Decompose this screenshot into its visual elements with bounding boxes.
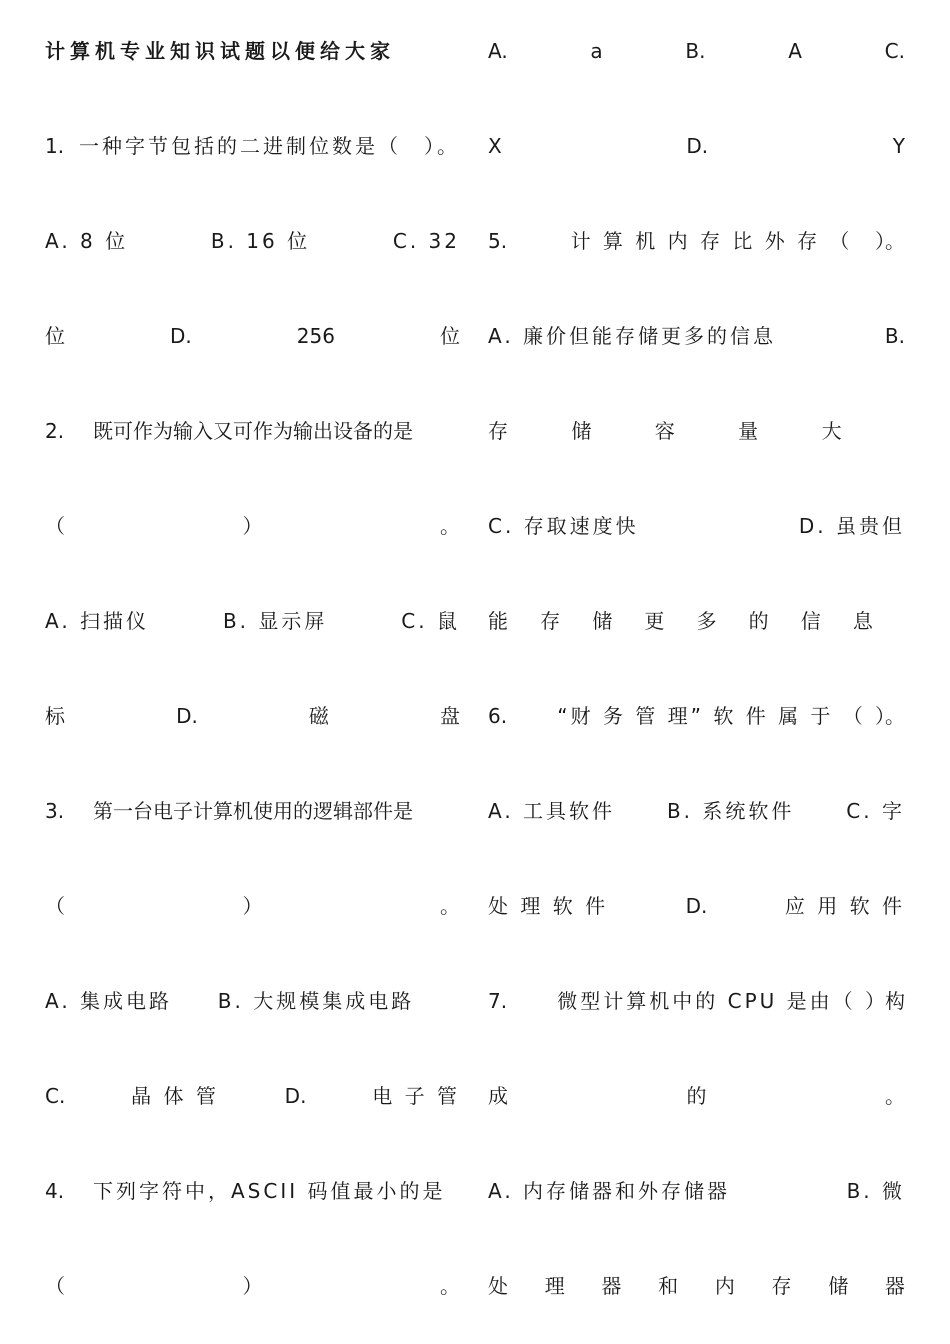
text-token: 理 xyxy=(544,1274,565,1298)
text-token: 成 xyxy=(488,1084,508,1108)
left-line xyxy=(45,696,460,736)
text-token: 应 用 软 件 xyxy=(784,894,905,918)
text-token: 储 xyxy=(828,1274,849,1298)
text-token: A. 8 位 xyxy=(45,229,129,253)
text-token: 。 xyxy=(440,1274,460,1298)
text-token: 标 xyxy=(45,704,65,728)
text-token: 多 xyxy=(696,609,717,633)
text-token: D. xyxy=(170,324,192,348)
text-token: 3. xyxy=(45,799,65,823)
left-line xyxy=(45,1076,460,1116)
text-token: 更 xyxy=(644,609,665,633)
text-token: 计 算 机 内 存 比 外 存 （ xyxy=(570,229,853,253)
text-token: 7. xyxy=(488,989,508,1013)
text-token: 磁 xyxy=(308,704,329,728)
text-token: “财 务 管 理” 软 件 属 于 （ xyxy=(557,704,866,728)
text-token: （ xyxy=(45,1274,65,1298)
text-token: 1. xyxy=(45,134,65,158)
text-token: 器 xyxy=(884,1274,905,1298)
text-token: 量 xyxy=(738,419,759,443)
text-token: ）。 xyxy=(874,229,905,253)
text-token: 处 理 软 件 xyxy=(488,894,609,918)
text-token: （ xyxy=(45,514,65,538)
text-token: 存 xyxy=(540,609,561,633)
text-token: 5. xyxy=(488,229,508,253)
text-token: D. xyxy=(176,704,198,728)
text-token: 一种字节包括的二进制位数是（ ）。 xyxy=(79,134,460,158)
text-token: B. 显示屏 xyxy=(222,609,328,633)
text-token: 信 xyxy=(800,609,821,633)
text-token: 既可作为输入又可作为输出设备的是 xyxy=(93,419,413,443)
text-token: B. xyxy=(884,324,905,348)
left-line xyxy=(45,981,460,1021)
left-line xyxy=(45,31,460,71)
text-token: 的 xyxy=(748,609,769,633)
text-token: 储 xyxy=(571,419,592,443)
text-token: A. 廉价但能存储更多的信息 xyxy=(488,324,777,348)
left-line xyxy=(45,601,460,641)
right-line xyxy=(488,126,905,166)
right-line xyxy=(488,316,905,356)
right-line xyxy=(488,981,905,1021)
left-line xyxy=(45,1266,460,1306)
text-token: X xyxy=(488,134,502,158)
text-token: ）构 xyxy=(864,989,905,1013)
text-token: A xyxy=(788,39,802,63)
text-token: D. xyxy=(284,1084,307,1108)
text-token: 微型计算机中的 CPU 是由（ xyxy=(557,989,856,1013)
text-token: 存 xyxy=(488,419,508,443)
right-line xyxy=(488,696,905,736)
text-token: ） xyxy=(242,514,263,538)
text-token: 256 xyxy=(296,324,335,348)
text-token: 。 xyxy=(885,1084,905,1108)
text-token: 位 xyxy=(45,324,65,348)
text-token: 2. xyxy=(45,419,65,443)
text-token: D. xyxy=(685,894,708,918)
right-line xyxy=(488,506,905,546)
text-token: 位 xyxy=(440,324,460,348)
text-token: C. xyxy=(884,39,905,63)
text-token: A. xyxy=(488,39,508,63)
text-token: A. 工具软件 xyxy=(488,799,616,823)
text-token: （ xyxy=(45,894,65,918)
text-token: 息 xyxy=(852,609,873,633)
right-line xyxy=(488,1076,905,1116)
left-line xyxy=(45,506,460,546)
text-token: A. 扫描仪 xyxy=(45,609,150,633)
right-line xyxy=(488,1171,905,1211)
text-token: a xyxy=(590,39,603,63)
text-token: A. 集成电路 xyxy=(45,989,173,1013)
text-token: 能 xyxy=(488,609,508,633)
text-token: 下列字符中，ASCII 码值最小的是 xyxy=(93,1179,446,1203)
right-line xyxy=(488,411,905,451)
text-token: 处 xyxy=(488,1274,508,1298)
text-token: ）。 xyxy=(875,704,905,728)
text-token: C. 鼠 xyxy=(401,609,460,633)
text-token: 储 xyxy=(592,609,613,633)
right-line xyxy=(488,31,905,71)
text-token: 的 xyxy=(686,1084,707,1108)
text-token: C. 32 xyxy=(392,229,460,253)
text-token: 第一台电子计算机使用的逻辑部件是 xyxy=(93,799,413,823)
left-line xyxy=(45,1171,460,1211)
text-token: B. 系统软件 xyxy=(666,799,795,823)
right-line xyxy=(488,221,905,261)
text-token: 计算机专业知识试题以便给大家 xyxy=(45,39,395,63)
right-line xyxy=(488,601,905,641)
text-token: ） xyxy=(242,894,263,918)
text-token: D. xyxy=(686,134,709,158)
left-line xyxy=(45,791,460,831)
text-token: 电 子 管 xyxy=(372,1084,460,1108)
text-token: Y xyxy=(892,134,905,158)
text-token: ） xyxy=(242,1274,263,1298)
text-token: C. 字 xyxy=(846,799,905,823)
text-token: A. 内存储器和外存储器 xyxy=(488,1179,731,1203)
left-line xyxy=(45,411,460,451)
text-token: B. 16 位 xyxy=(210,229,311,253)
text-token: B. 大规模集成电路 xyxy=(217,989,415,1013)
text-token: B. 微 xyxy=(846,1179,905,1203)
text-token: C. xyxy=(45,1084,66,1108)
text-token: 6. xyxy=(488,704,508,728)
text-token: 盘 xyxy=(440,704,460,728)
text-token: 。 xyxy=(440,894,460,918)
text-token: D. 虽贵但 xyxy=(798,514,905,538)
right-line xyxy=(488,886,905,926)
text-token: B. xyxy=(685,39,706,63)
text-token: 大 xyxy=(821,419,842,443)
text-token: 存 xyxy=(771,1274,792,1298)
text-token: 。 xyxy=(440,514,460,538)
text-token: 4. xyxy=(45,1179,65,1203)
left-line xyxy=(45,126,460,166)
left-line xyxy=(45,886,460,926)
left-line xyxy=(45,221,460,261)
right-line xyxy=(488,791,905,831)
left-line xyxy=(45,316,460,356)
text-token: 容 xyxy=(654,419,675,443)
right-line xyxy=(488,1266,905,1306)
text-token: 内 xyxy=(714,1274,735,1298)
text-token: 器 xyxy=(601,1274,622,1298)
text-token: C. 存取速度快 xyxy=(488,514,639,538)
text-token: 和 xyxy=(658,1274,679,1298)
text-token: 晶 体 管 xyxy=(131,1084,219,1108)
